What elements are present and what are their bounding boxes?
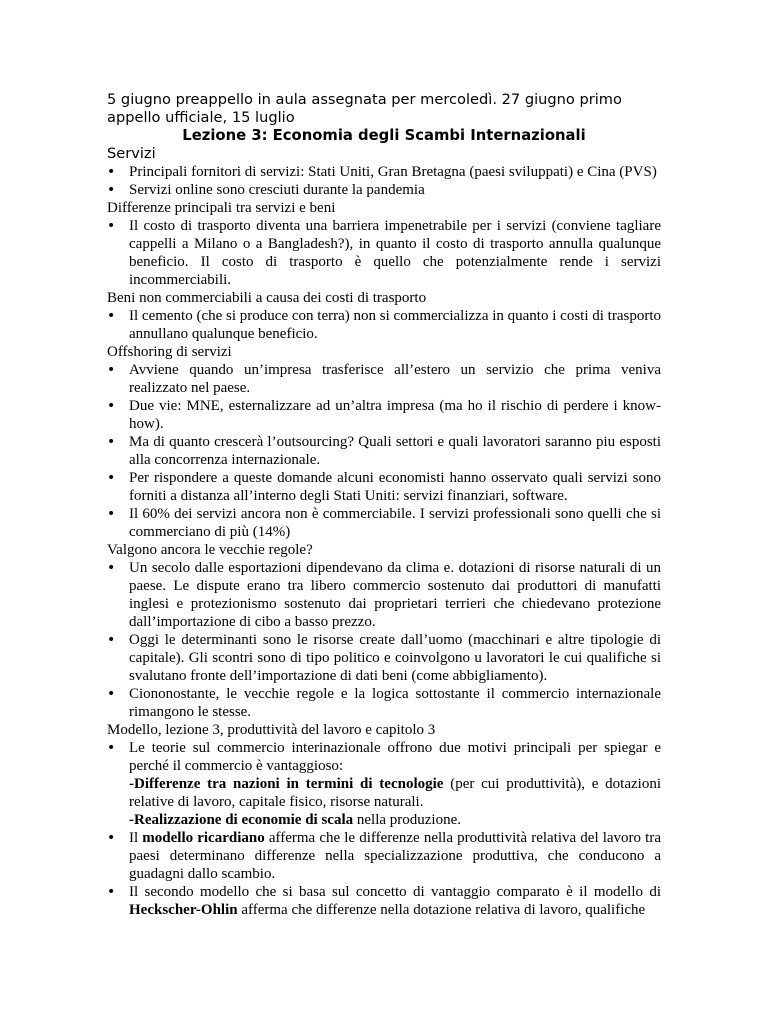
list-differenze (107, 217, 661, 289)
item-text: Il secondo modello che si basa sul concetto di vantaggio comparato è il modello di (129, 884, 661, 900)
document-page (107, 91, 661, 919)
list-regole (107, 559, 661, 721)
sub-point-tecnologie (129, 775, 661, 811)
list-item: • Il cemento (che si produce con terra) non si commercializza in quanto i costi di trasporto annullano qualunque beneficio. (107, 307, 661, 343)
heading-servizi: Servizi (107, 145, 156, 162)
list-offshoring (107, 361, 661, 541)
bold-term: -Realizzazione di economie di scala (129, 812, 354, 828)
lecture-title: Lezione 3: Economia degli Scambi Internazionali (182, 127, 586, 144)
list-item: • Il 60% dei servizi ancora non è commerciabile. I servizi professionali sono quelli che si commerciano di più (14%) (107, 505, 661, 541)
item-text: Le teorie sul commercio interinazionale offrono due motivi principali per spiegar e perché il commercio è vantaggioso: (129, 740, 661, 774)
list-item: • Un secolo dalle esportazioni dipendevano da clima e. dotazioni di risorse naturali di un paese. Le dispute erano tra libero commercio sostenuto dai produttori di manufatti inglesi e protezionismo sostenuto dai proprietari terrieri che chiedevano protezione dall’importazione di cibo a basso prezzo. (107, 559, 661, 631)
item-text: Il (129, 830, 143, 846)
list-item (107, 883, 661, 919)
list-servizi (107, 163, 661, 199)
sub-point-scala (129, 811, 661, 829)
bold-term: modello ricardiano (142, 830, 265, 846)
heading-regole: Valgono ancora le vecchie regole? (107, 542, 313, 558)
bold-term: Heckscher-Ohlin (129, 902, 238, 918)
heading-modello: Modello, lezione 3, produttività del lavoro e capitolo 3 (107, 722, 436, 738)
list-item: • Il costo di trasporto diventa una barriera impenetrabile per i servizi (conviene tagliare cappelli a Milano o a Bangladesh?), in quanto il costo di trasporto annulla qualunque beneficio. Il costo di trasporto è quello che potenzialmente rende i servizi incommerciabili. (107, 217, 661, 289)
list-item: • Due vie: MNE, esternalizzare ad un’altra impresa (ma ho il rischio di perdere i know-how). (107, 397, 661, 433)
list-item: • Avviene quando un’impresa trasferisce all’estero un servizio che prima veniva realizzato nel paese. (107, 361, 661, 397)
bold-term: -Differenze tra nazioni in termini di tecnologie (129, 776, 444, 792)
list-item (107, 739, 661, 829)
list-item (107, 829, 661, 883)
list-beni (107, 307, 661, 343)
list-item: • Oggi le determinanti sono le risorse create dall’uomo (macchinari e altre tipologie di capitale). Gli scontri sono di tipo politico e coinvolgono u lavoratori le cui qualifiche si svalutano fronte dell’importazione di dati beni (come abbigliamento). (107, 631, 661, 685)
list-item: • Per rispondere a queste domande alcuni economisti hanno osservato quali servizi sono forniti a distanza all’interno degli Stati Uniti: servizi finanziari, software. (107, 469, 661, 505)
list-modello (107, 739, 661, 919)
item-text: afferma che differenze nella dotazione relativa di lavoro, qualifiche (237, 902, 646, 918)
sub-point-text: (per cui produttività), e dotazioni relative di lavoro, capitale fisico, risorse naturali. (129, 776, 661, 810)
heading-beni: Beni non commerciabili a causa dei costi di trasporto (107, 290, 427, 306)
sub-point-text: nella produzione. (353, 812, 462, 828)
heading-offshoring: Offshoring di servizi (107, 344, 232, 360)
list-item: • Ciononostante, le vecchie regole e la logica sottostante il commercio internazionale rimangono le stesse. (107, 685, 661, 721)
list-item: • Principali fornitori di servizi: Stati Uniti, Gran Bretagna (paesi sviluppati) e Cina (PVS) (107, 163, 661, 181)
heading-differenze: Differenze principali tra servizi e beni (107, 200, 336, 216)
item-text: afferma che le differenze nella produttività relativa del lavoro tra paesi determinano differenze nella specializzazione produttiva, che conducono a guadagni dallo scambio. (129, 830, 661, 882)
list-item: • Servizi online sono cresciuti durante la pandemia (107, 181, 661, 199)
intro-note: 5 giugno preappello in aula assegnata per mercoledì. 27 giugno primo appello ufficiale, 15 luglio (107, 91, 622, 126)
list-item: • Ma di quanto crescerà l’outsourcing? Quali settori e quali lavoratori saranno piu esposti alla concorrenza internazionale. (107, 433, 661, 469)
